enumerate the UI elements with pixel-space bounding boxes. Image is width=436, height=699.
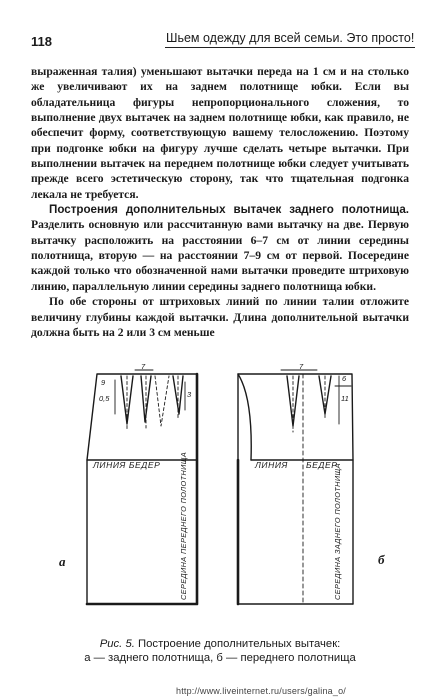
page-number: 118 <box>31 34 52 49</box>
figure-letter-a: а <box>59 554 66 569</box>
pattern-b-hip-label-1: ЛИНИЯ <box>255 460 288 470</box>
caption-prefix: Рис. 5. <box>99 638 135 650</box>
pattern-a-hip-label: ЛИНИЯ БЕДЕР <box>93 460 161 470</box>
pattern-a-dim-left-2: 0,5 <box>99 394 110 403</box>
pattern-a-dart-3 <box>155 376 169 426</box>
pattern-b-hip-label-2: БЕДЕР <box>306 460 338 470</box>
pattern-a-dim-left-1: 9 <box>101 378 106 387</box>
header-rule <box>165 47 415 48</box>
pattern-b-dim-right-1: 6 <box>342 374 347 383</box>
figure-letter-b: б <box>378 552 385 567</box>
paragraph-1: выраженная талия) уменьшают вытачки переда на 1 см и на столько же увеличивают их на заднем полотнище юбки. Если вы обладательница фигуры непропорционального сложения, то выполнение двух вытачек на заднем полотнище юбки, как правило, не обеспечит форму, соответствующую вашему телосложению. Поэтому при подгонке юбки на фигуру лучше сделать четыре вытачки. При выполнении вытачек на переднем полотнище юбки следует учитывать прежде всего эстетическую сторону, так что тщательная подгонка лекала не требуется. <box>31 65 409 201</box>
watermark-url: http://www.liveinternet.ru/users/galina_o/ <box>176 686 346 696</box>
pattern-a-dim-top: 7 <box>141 362 146 371</box>
pattern-b-side-curve <box>238 374 251 460</box>
body-text <box>31 64 409 340</box>
caption-line-2: а — заднего полотнища, б — переднего полотнища <box>84 651 356 664</box>
page-header <box>31 30 415 50</box>
figure-drawing <box>55 368 380 643</box>
pattern-b-center-label: СЕРЕДИНА ЗАДНЕГО ПОЛОТНИЩА <box>333 463 342 600</box>
figure-5 <box>55 362 385 643</box>
paragraph-2 <box>31 202 409 294</box>
paragraph-2-text: Разделить основную или рассчитанную вами вытачку на две. Первую вытачку расположить на расстоянии 6–7 см от линии середины полотнища, вторую — на расстоянии 7–9 см от первой. Посередине каждой только что обозначенной нами вытачки проведите штриховую линию, параллельную линии середины заднего полотнища юбки. <box>31 218 409 293</box>
figure-caption <box>31 638 409 665</box>
paragraph-2-heading: Построения дополнительных вытачек заднего полотнища. <box>49 203 409 217</box>
pattern-a-center-label: СЕРЕДИНА ПЕРЕДНЕГО ПОЛОТНИЩА <box>179 451 188 600</box>
pattern-b-dim-right-2: 11 <box>341 394 349 403</box>
running-title: Шьем одежду для всей семьи. Это просто! <box>166 31 415 45</box>
caption-title: Построение дополнительных вытачек: <box>134 638 341 650</box>
pattern-a-dim-right: 3 <box>187 390 192 399</box>
caption-line-1 <box>31 638 409 652</box>
pattern-b-dim-top: 7 <box>299 362 304 371</box>
paragraph-3: По обе стороны от штриховых линий по линии талии отложите величину глубины каждой вытачки. Длина дополнительной вытачки должна быть на 2 или 3 см меньше <box>31 295 409 339</box>
